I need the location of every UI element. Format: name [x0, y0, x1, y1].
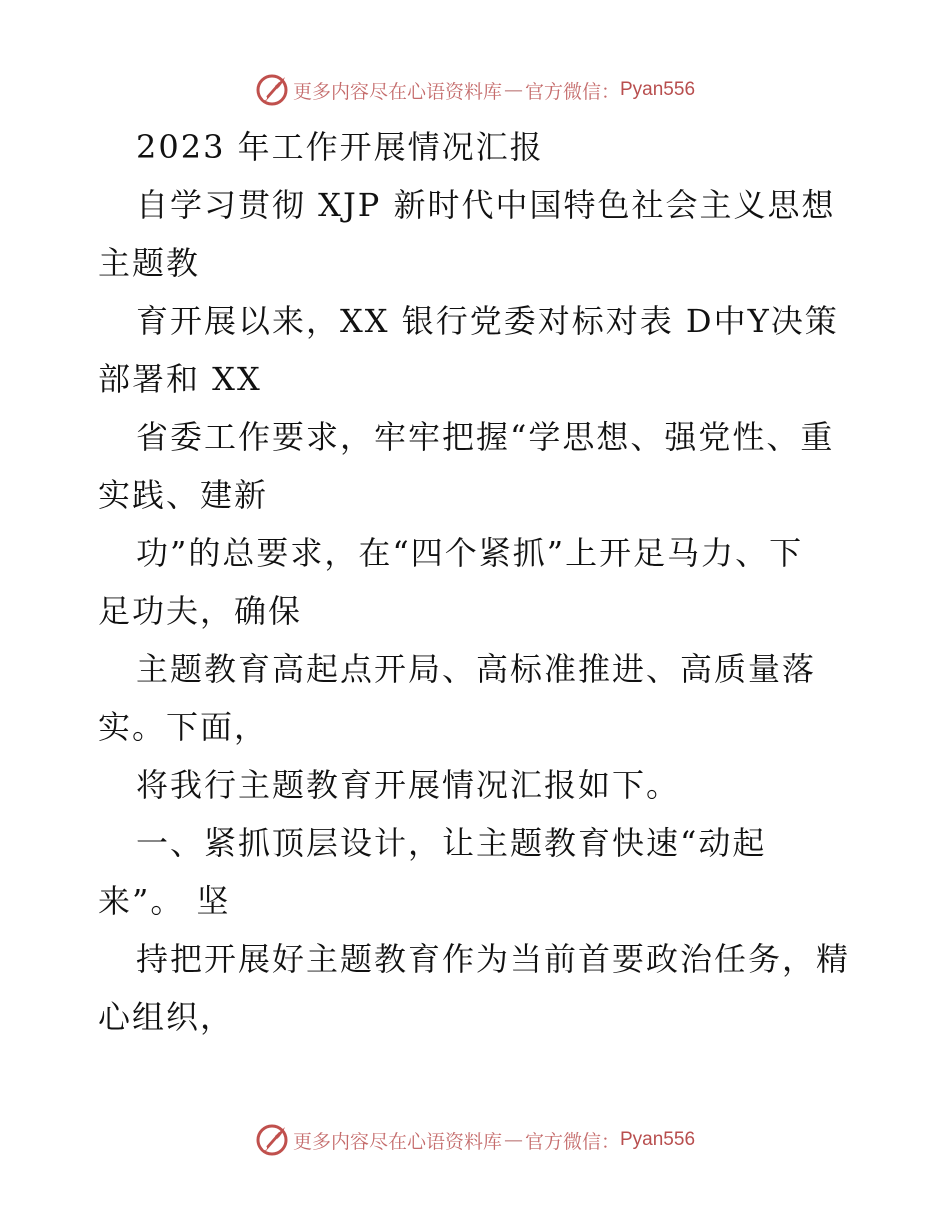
- paragraph-line: 实。下面，: [98, 708, 269, 746]
- banner-separator: —: [503, 1129, 523, 1151]
- banner-separator: —: [503, 79, 523, 101]
- quill-logo-icon: [255, 73, 289, 107]
- paragraph-line: 来”。 坚: [98, 882, 231, 920]
- paragraph-line: 持把开展好主题教育作为当前首要政治任务，精: [136, 940, 851, 978]
- section-heading-line: 一、紧抓顶层设计，让主题教育快速“动起: [136, 824, 767, 862]
- paragraph-line: 主题教育高起点开局、高标准推进、高质量落: [136, 650, 817, 688]
- quill-logo-icon: [255, 1123, 289, 1157]
- paragraph-line: 足功夫，确保: [98, 592, 303, 630]
- document-body: [98, 118, 898, 1046]
- header-watermark-banner: [0, 70, 950, 110]
- paragraph-line: 功”的总要求，在“四个紧抓”上开足马力、下: [136, 534, 804, 572]
- paragraph-line: 育开展以来，XX 银行党委对标对表 D中Y决策: [136, 302, 839, 340]
- banner-wechat-handle: Pyan556: [620, 79, 696, 100]
- footer-watermark-banner: [0, 1120, 950, 1160]
- paragraph-line: 省委工作要求，牢牢把握“学思想、强党性、重: [136, 418, 835, 456]
- banner-lead-text: 更多内容尽在心语资料库: [292, 1130, 502, 1153]
- paragraph-line: 将我行主题教育开展情况汇报如下。: [136, 766, 681, 804]
- paragraph-line: 自学习贯彻 XJP 新时代中国特色社会主义思想: [136, 186, 836, 224]
- banner-contact-label: 官方微信：: [524, 80, 620, 103]
- paragraph-line: 心组织，: [98, 998, 235, 1036]
- document-title: 2023 年工作开展情况汇报: [136, 128, 544, 166]
- paragraph-line: 部署和 XX: [98, 360, 262, 398]
- paragraph-line: 实践、建新: [98, 476, 269, 514]
- paragraph-line: 主题教: [98, 244, 201, 282]
- banner-lead-text: 更多内容尽在心语资料库: [292, 80, 502, 103]
- banner-contact-label: 官方微信：: [524, 1130, 620, 1153]
- banner-wechat-handle: Pyan556: [620, 1129, 696, 1150]
